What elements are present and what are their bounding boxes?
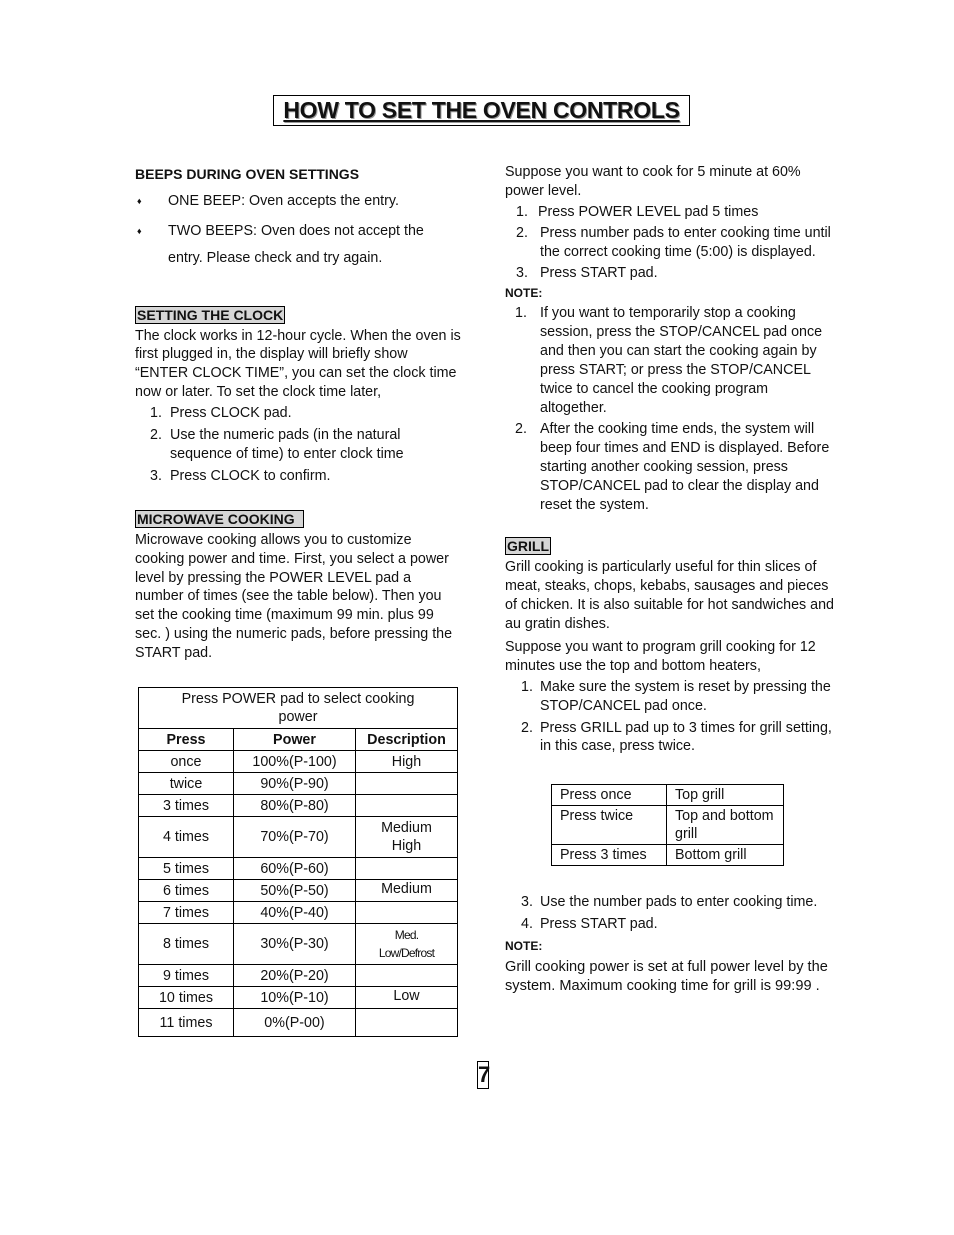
diamond-bullet-icon: ♦: [137, 225, 142, 236]
column-header: Description: [356, 729, 458, 751]
list-item: 1. Press POWER LEVEL pad 5 times: [516, 203, 759, 220]
page-title: HOW TO SET THE OVEN CONTROLS: [273, 95, 690, 126]
beep-item-two-continued: entry. Please check and try again.: [168, 249, 383, 266]
example-intro: Suppose you want to cook for 5 minute at 60% power level.: [505, 164, 801, 199]
list-item: 2. After the cooking time ends, the system will beep four times and END is displayed. Before starting another cooking session, press STOP/CANCEL pad to clear the display and reset the system.: [515, 420, 830, 513]
list-item: 3. Use the number pads to enter cooking time.: [521, 894, 818, 910]
list-item: 1. Make sure the system is reset by pressing the STOP/CANCEL pad once.: [521, 678, 831, 714]
table-row: 11 times 0%(P-00): [139, 1009, 458, 1037]
list-item: 3. Press CLOCK to confirm.: [150, 467, 331, 484]
clock-intro: The clock works in 12-hour cycle. When the oven is first plugged in, the display will briefly show “ENTER CLOCK TIME”, you can set the clock time now or later. To set the clock time later,: [135, 327, 461, 401]
table-row: 4 times 70%(P-70) Medium High: [139, 817, 458, 858]
table-row: 10 times 10%(P-10) Low: [139, 987, 458, 1009]
power-level-table: [138, 687, 458, 1037]
list-item: 2. Press number pads to enter cooking time until the correct cooking time (5:00) is displayed.: [516, 224, 831, 260]
right-column: [505, 163, 835, 756]
list-item: 2. Press GRILL pad up to 3 times for grill setting, in this case, press twice.: [521, 719, 832, 755]
table-row: twice 90%(P-90): [139, 773, 458, 795]
example-steps: [505, 203, 835, 283]
grill-intro-2: Suppose you want to program grill cooking for 12 minutes use the top and bottom heaters,: [505, 638, 816, 674]
table-row: 7 times 40%(P-40): [139, 902, 458, 924]
diamond-bullet-icon: ♦: [137, 195, 142, 206]
table-row: Press twice Top and bottom grill: [552, 806, 784, 845]
microwave-intro: Microwave cooking allows you to customize cooking power and time. First, you select a power level by pressing the POWER LEVEL pad a number of times (see the table below). Then you set the cooking time (maximum 99 min. plus 99 sec. ) using the numeric pads, before pressing the START pad.: [135, 531, 453, 662]
table-row: once 100%(P-100) High: [139, 751, 458, 773]
grill-table: [551, 784, 784, 866]
column-header: Press: [139, 729, 234, 751]
list-item: 1. If you want to temporarily stop a cooking session, press the STOP/CANCEL pad once and then you can start the cooking again by press START; or press the STOP/CANCEL twice to cancel the cooking program altogether.: [515, 305, 823, 416]
column-header: Power: [234, 729, 356, 751]
table-row: 6 times 50%(P-50) Medium: [139, 880, 458, 902]
beep-item-one: ♦ ONE BEEP: Oven accepts the entry.: [137, 192, 399, 209]
setting-clock-heading: SETTING THE CLOCK: [137, 306, 284, 323]
beep-item-two: ♦ TWO BEEPS: Oven does not accept the: [137, 222, 424, 239]
page-number: 7: [478, 1062, 491, 1087]
microwave-cooking-heading: MICROWAVE COOKING: [135, 510, 304, 528]
left-column: [135, 163, 461, 663]
note-list: [505, 304, 835, 514]
grill-note-label: NOTE:: [505, 938, 543, 953]
clock-steps: [135, 404, 461, 486]
grill-note: Grill cooking power is set at full power level by the system. Maximum cooking time for grill is 99:99 .: [505, 958, 828, 994]
table-row: 9 times 20%(P-20): [139, 965, 458, 987]
grill-intro: Grill cooking is particularly useful for thin slices of meat, steaks, chops, kebabs, sausages and pieces of chicken. It is also suitable for hot sandwiches and au gratin dishes.: [505, 559, 835, 633]
table-row: 3 times 80%(P-80): [139, 795, 458, 817]
list-item: 1. Press CLOCK pad.: [150, 405, 292, 422]
table-row: 5 times 60%(P-60): [139, 858, 458, 880]
grill-steps-b: [505, 893, 835, 934]
list-item: 2. Use the numeric pads (in the natural sequence of time) to enter clock time: [150, 427, 404, 462]
beeps-heading: BEEPS DURING OVEN SETTINGS: [135, 166, 360, 182]
grill-continued: [505, 893, 835, 996]
table-row: Press 3 times Bottom grill: [552, 845, 784, 866]
list-item: 3. Press START pad.: [516, 264, 658, 281]
table-row: 8 times 30%(P-30) Med. Low/Defrost: [139, 924, 458, 965]
note-label: NOTE:: [505, 286, 543, 301]
power-table-caption: Press POWER pad to select cooking power: [139, 688, 458, 729]
grill-heading: GRILL: [507, 538, 549, 555]
list-item: 4. Press START pad.: [521, 915, 658, 932]
grill-steps-a: [505, 678, 835, 757]
table-row: Press once Top grill: [552, 785, 784, 806]
